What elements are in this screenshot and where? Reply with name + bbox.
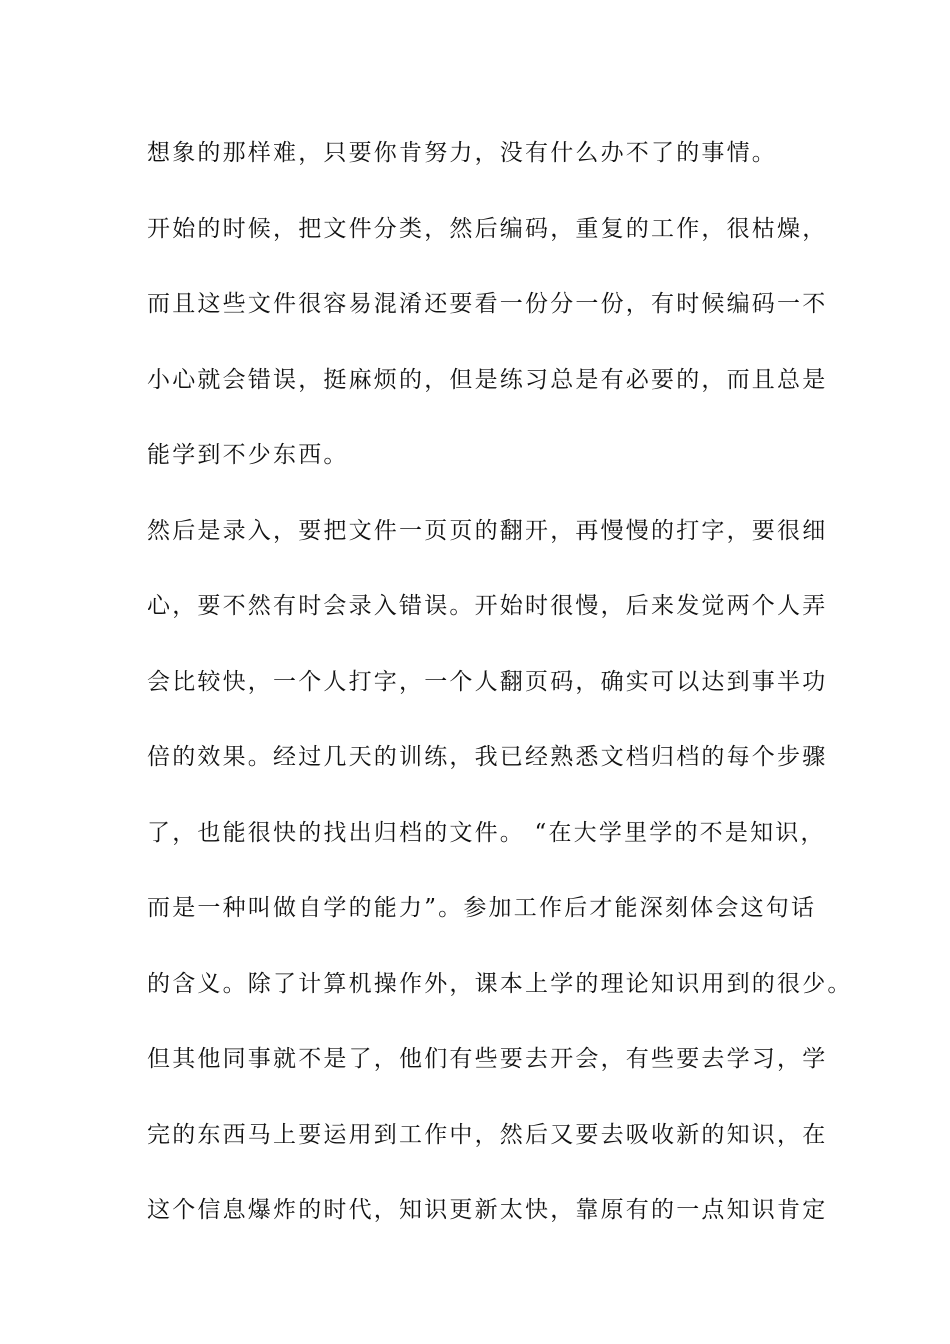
text-line-9: 倍的效果。经过几天的训练，我已经熟悉文档归档的每个步骤 — [147, 744, 828, 770]
text-line-14: 完的东西马上要运用到工作中，然后又要去吸收新的知识，在 — [147, 1121, 828, 1148]
text-line-12: 的含义。除了计算机操作外，课本上学的理论知识用到的很少。 — [147, 970, 853, 997]
text-line-3: 而且这些文件很容易混淆还要看一份分一份，有时候编码一不 — [147, 291, 828, 317]
text-line-4: 小心就会错误，挺麻烦的，但是练习总是有必要的，而且总是 — [147, 366, 828, 393]
text-line-5: 能学到不少东西。 — [147, 442, 349, 468]
text-line-6: 然后是录入，要把文件一页页的翻开，再慢慢的打字，要很细 — [147, 517, 828, 544]
text-line-13: 但其他同事就不是了，他们有些要去开会，有些要去学习，学 — [147, 1046, 828, 1072]
text-line-8: 会比较快，一个人打字，一个人翻页码，确实可以达到事半功 — [147, 668, 828, 695]
text-line-7: 心，要不然有时会录入错误。开始时很慢，后来发觉两个人弄 — [147, 593, 828, 619]
text-line-11: 而是一种叫做自学的能力”。参加工作后才能深刻体会这句话 — [147, 895, 817, 921]
body-text — [147, 132, 867, 1265]
text-line-1: 想象的那样难，只要你肯努力，没有什么办不了的事情。 — [147, 140, 777, 166]
text-line-2: 开始的时候，把文件分类，然后编码，重复的工作，很枯燥， — [147, 215, 828, 242]
text-line-10: 了，也能很快的找出归档的文件。 “在大学里学的不是知识， — [147, 819, 826, 846]
text-line-15: 这个信息爆炸的时代，知识更新太快，靠原有的一点知识肯定 — [147, 1197, 828, 1223]
